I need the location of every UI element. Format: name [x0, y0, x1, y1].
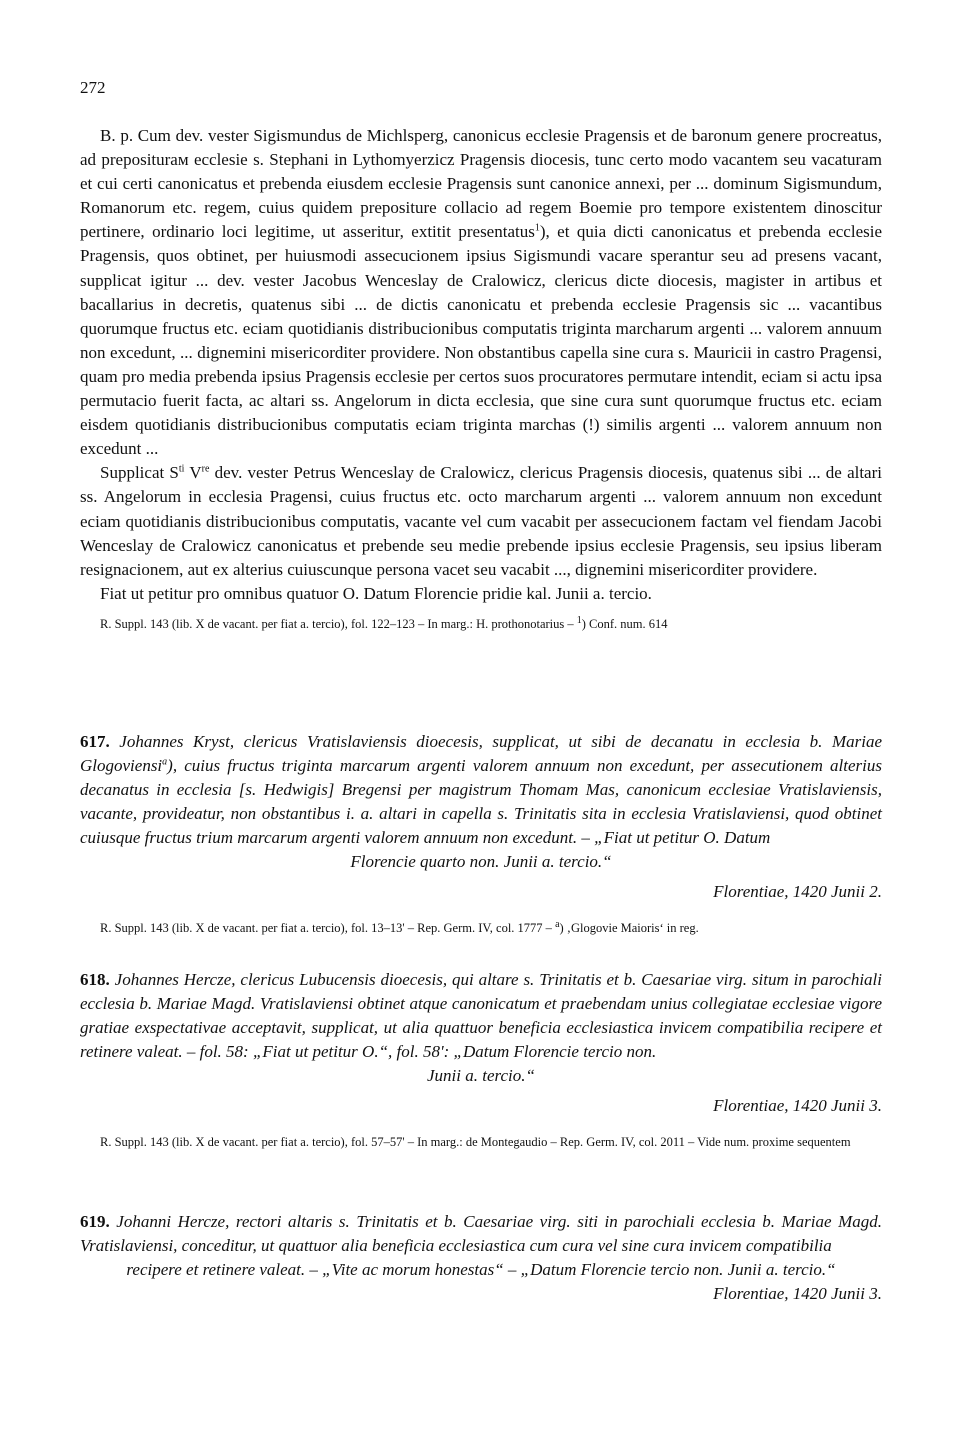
entry-618-text: 618. Johannes Hercze, clericus Lubucensis dioecesis, qui altare s. Trinitatis et b. Caesariae virg. situm in parochiali ecclesia b. Mariae Magd. Vratislaviensi obtinet atque canonicatum et praebendam unius collegiatae ecclesiae vigore gratiae exspectativae acceptavit, supplicat, ut alia quattuor beneficia ecclesiastica invicem compatibilia recipere et retinere valeat. – fol. 58: „Fiat ut petitur O.“, fol. 58': „Datum Florencie tercio non. — [80, 970, 882, 1062]
entry-618-closing: Junii a. tercio.“ — [427, 1066, 535, 1086]
entry-618-date: Florentiae, 1420 Junii 3. — [713, 1096, 882, 1116]
entry-619-closing: recipere et retinere valeat. – „Vite ac morum honestas“ – „Datum Florencie tercio non. Junii a. tercio.“ — [126, 1260, 836, 1280]
entry-number: 617. — [80, 732, 110, 751]
entry-619 — [80, 1210, 882, 1306]
supplication-paragraph-2: Supplicat $S^{ti}$ Vre dev. vester Petrus Wenceslay de Cralowicz, clericus Pragensis diocesis, quatenus sibi ... de altari ss. Angelorum in ecclesia Pragensi, cuius fructus etc. octo marcharum argenti ... valorem annuum non excedunt eciam quotidianis distribucionibus computatis, vacante vel cum vacabit per assecucionem factam vel fiendam Jacobi Wenceslay de Cralowicz canonicatus et prebende seu medie prebende ipsius ecclesie Pragensis, seu ipsius liberam resignacionem, aut ex alterius cuiuscunque persona vacet seu vacabit ..., dignemini misericorditer providere. — [80, 463, 882, 579]
entry-number: 619. — [80, 1212, 110, 1231]
entry-618-source-note: R. Suppl. 143 (lib. X de vacant. per fiat a. tercio), fol. 57–57' – In marg.: de Montegaudio – Rep. Germ. IV, col. 2011 – Vide num. proxime sequentem — [100, 1135, 851, 1150]
entry-number: 618. — [80, 970, 110, 989]
entry-617-text: 617. Johannes Kryst, clericus Vratislaviensis dioecesis, supplicat, ut sibi de decanatu in ecclesia b. Mariae Glogoviensi$^a$), cuius fructus triginta marcarum argenti valorem annuum non excedunt, per assecutionem alterius decanatus in ecclesia [s. Hedwigis] Bregensi per magistrum Thomam Mas, canonicum ecclesiae Vratislaviensis, vacante, provideatur, non obstantibus i. a. altari in capella s. Trinitatis sita in ecclesia Vratislaviensi, quod obtinet cuiusque fructus trium marcarum argenti valorem annuum non excedunt. – „Fiat ut petitur O. Datum — [80, 732, 882, 848]
source-note: R. Suppl. 143 (lib. X de vacant. per fiat a. tercio), fol. 122–123 – In marg.: H. prothonotarius – $^1$) Conf. num. 614 — [100, 614, 668, 631]
supplication-paragraph-1: B. p. Cum dev. vester Sigismundus de Michlsperg, canonicus ecclesie Pragensis et de baronum genere procreatus, ad prepositurам ecclesie s. Stephani in Lythomyerzicz Pragensis diocesis, tunc certo modo vacantem seu vacaturam et cui certi canonicatus et prebenda eiusdem ecclesie Pragensis sunt canonice annexi, per ... dominum Sigismundum, Romanorum etc. regem, cuius quidem prepositure collacio ad regem Boemie pro tempore existentem dinoscitur pertinere, ordinario loci legitime, ut asseritur, extitit presentatus$^1$), et quia dicti canonicatus et prebenda ecclesie Pragensis, quos obtinet, per huiusmodi assecucionem ipsius Sigismundi vacare sperantur seu ad presens vacant, supplicat igitur ... dev. vester Jacobus Wenceslay de Cralowicz, clericus dicte diocesis, magister in artibus et bacallarius in decretis, quatenus sibi ... de dictis canonicatu et prebenda ecclesie Pragensis sic ... vacantibus quorumque fructus etc. eciam quotidianis distribucionibus computatis triginta marcharum argenti ... valorem annuum non excedunt, ... dignemini misericorditer providere. Non obstantibus capella sine cura s. Mauricii in castro Pragensi, quam pro media prebenda ipsius Pragensis ecclesie per certos suos procuratores permutare intendit, eciam si actu ipsa permutacio fuerit facta, ac altari ss. Angelorum in dicta ecclesia, que sine cura sunt quorumque fructus etc. eciam eisdem quotidianis distribucionibus computatis eciam triginta marchas (!) similis argenti ... valorem annuum non excedunt ... — [80, 126, 883, 459]
entry-619-date: Florentiae, 1420 Junii 3. — [713, 1284, 882, 1304]
entry-617 — [80, 730, 882, 938]
supplication-block — [80, 124, 882, 634]
entry-619-text: 619. Johanni Hercze, rectori altaris s. Trinitatis et b. Caesariae virg. siti in parochiali ecclesia b. Mariae Magd. Vratislaviensi, conceditur, ut quattuor alia beneficia ecclesiastica cum cura vel sine cura invicem compatibilia — [80, 1212, 882, 1256]
entry-618 — [80, 968, 882, 1152]
supplication-paragraph-3: Fiat ut petitur pro omnibus quatuor O. Datum Florencie pridie kal. Junii a. tercio. — [100, 583, 652, 603]
entry-617-closing: Florencie quarto non. Junii a. tercio.“ — [350, 852, 612, 872]
entry-617-date: Florentiae, 1420 Junii 2. — [713, 882, 882, 902]
entry-617-source-note: R. Suppl. 143 (lib. X de vacant. per fiat a. tercio), fol. 13–13' – Rep. Germ. IV, col. 1777 – $^a$) ‚Glogovie Maioris‘ in reg. — [100, 919, 699, 936]
footnote-ref: 1 — [534, 222, 540, 234]
page-number: 272 — [80, 78, 106, 97]
